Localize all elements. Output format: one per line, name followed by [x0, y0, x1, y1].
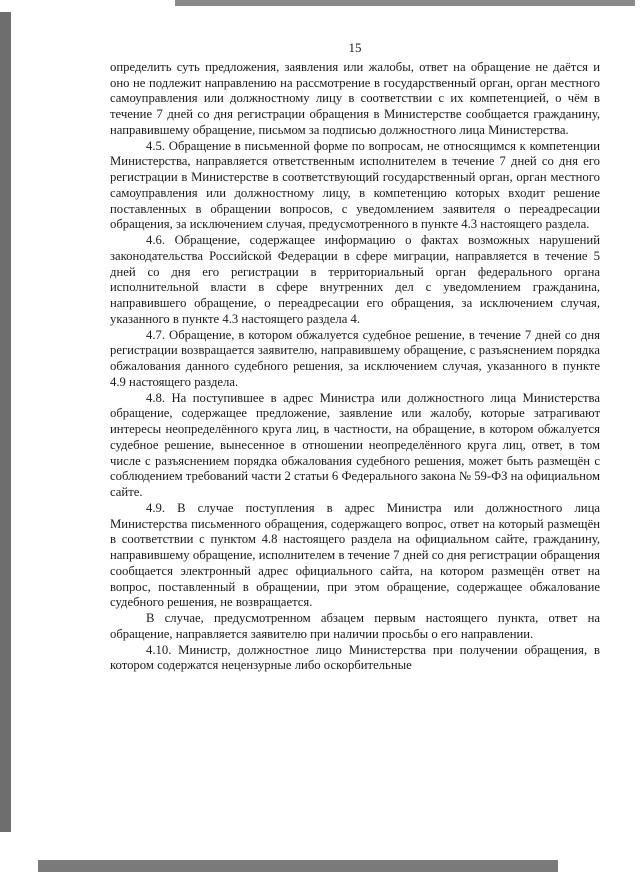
paragraph-4-6: 4.6. Обращение, содержащее информацию о фактах возможных нарушений законодательства Российской Федерации в сфере миграции, направляется в течение 5 дней со дня его регистрации в территориальный орган федерального органа исполнительной власти в сфере внутренних дел с уведомлением гражданина, направившего обращение, о переадресации его обращения, за исключением случая, указанного в пункте 4.3 настоящего раздела 4.	[110, 233, 600, 326]
page-number: 15	[348, 40, 362, 55]
paragraph-4-7: 4.7. Обращение, в котором обжалуется судебное решение, в течение 7 дней со дня регистрации возвращается заявителю, направившему обращение, с разъяснением порядка обжалования данного судебного решения, за исключением случая, указанного в пункте 4.9 настоящего раздела.	[110, 327, 600, 389]
scan-shadow-top	[175, 0, 635, 6]
paragraph-4-9: 4.9. В случае поступления в адрес Министра или должностного лица Министерства письменного обращения, содержащего вопрос, ответ на который размещён в соответствии с пунктом 4.8 настоящего раздела на официальном сайте, гражданину, направившему обращение, исполнителем в течение 7 дней со дня регистрации обращения сообщается электронный адрес официального сайта, на котором размещён ответ на вопрос, поставленный в обращении, при этом обращение, содержащее обжалование судебного решения, не возвращается.	[110, 500, 600, 610]
paragraph-4-9-note: В случае, предусмотренном абзацем первым настоящего пункта, ответ на обращение, направляется заявителю при наличии просьбы о его направлении.	[110, 611, 600, 641]
scan-shadow-bottom	[38, 860, 558, 872]
paragraph-continuation: определить суть предложения, заявления или жалобы, ответ на обращение не даётся и оно не подлежит направлению на рассмотрение в государственный орган, орган местного самоуправления или должностному лицу в соответствии с их компетенцией, о чём в течение 7 дней со дня регистрации обращения в Министерстве сообщается гражданину, направившему обращение, письмом за подписью должностного лица Министерства.	[110, 59, 600, 137]
paragraph-4-8: 4.8. На поступившее в адрес Министра или должностного лица Министерства обращение, содержащее предложение, заявление или жалобу, которые затрагивают интересы неопределённого круга лиц, в частности, на обращение, в котором обжалуется судебное решение, вынесенное в отношении неопределённого круга лиц, ответ, в том числе с разъяснением порядка обжалования судебного решения, может быть размещён с соблюдением требований части 2 статьи 6 Федерального закона № 59-ФЗ на официальном сайте.	[110, 390, 600, 499]
paragraph-4-10: 4.10. Министр, должностное лицо Министерства при получении обращения, в котором содержатся нецензурные либо оскорбительные	[110, 642, 600, 673]
paragraph-4-5: 4.5. Обращение в письменной форме по вопросам, не относящимся к компетенции Министерства, направляется ответственным исполнителем в течение 7 дней со дня его регистрации в Министерстве в соответствующий государственный орган, орган местного самоуправления или должностному лицу, в компетенцию которых входит решение поставленных в обращении вопросов, с уведомлением заявителя о переадресации обращения, за исключением случая, предусмотренного в пункте 4.3 настоящего раздела.	[110, 138, 600, 232]
document-page	[110, 40, 600, 674]
scan-shadow-left	[0, 12, 11, 832]
